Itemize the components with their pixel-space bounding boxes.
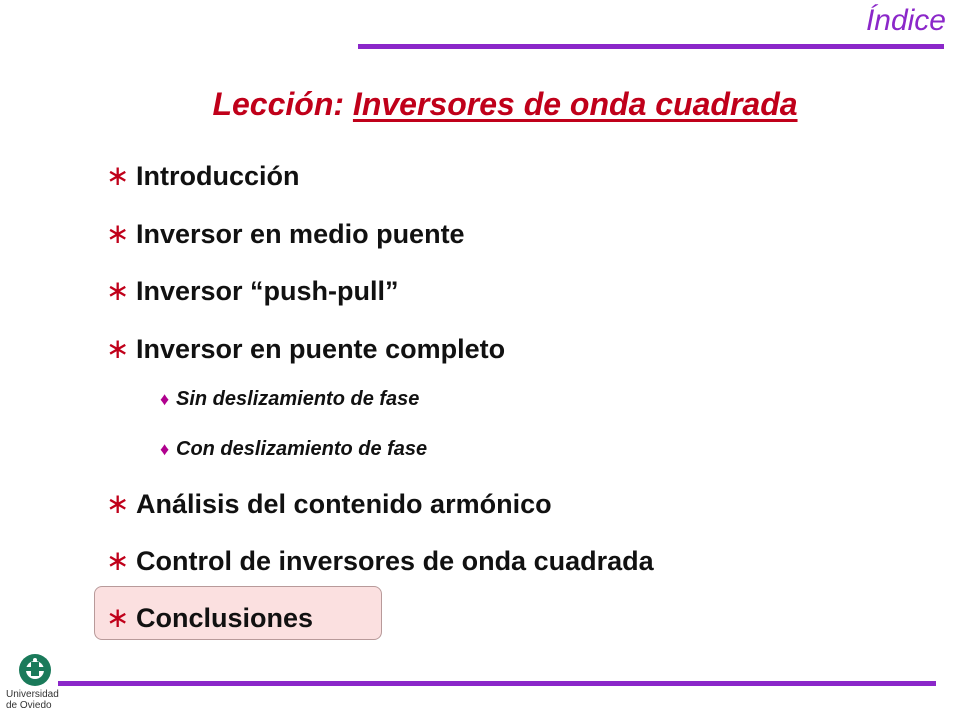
toc-item-medio-puente[interactable]	[106, 214, 465, 254]
toc-item-label: Control de inversores de onda cuadrada	[136, 546, 654, 576]
toc-item-analisis-armonico[interactable]	[106, 484, 552, 524]
bullet-icon: ∗	[106, 602, 130, 633]
bullet-icon: ∗	[106, 333, 130, 364]
toc-subitem-con-deslizamiento[interactable]	[160, 434, 427, 464]
toc-item-puente-completo[interactable]	[106, 329, 505, 369]
toc-item-label: Inversor en medio puente	[136, 219, 465, 249]
diamond-bullet-icon: ♦	[160, 389, 170, 409]
header-divider	[358, 44, 944, 49]
diamond-bullet-icon: ♦	[160, 439, 170, 459]
toc-item-conclusiones[interactable]	[106, 598, 313, 638]
toc-subitem-label: Sin deslizamiento de fase	[176, 388, 420, 410]
footer-divider	[58, 681, 936, 686]
toc-item-label: Análisis del contenido armónico	[136, 489, 552, 519]
lesson-topic-link[interactable]: Inversores de onda cuadrada	[352, 86, 798, 122]
toc-item-push-pull[interactable]	[106, 271, 399, 311]
university-name-line2: de Oviedo	[6, 700, 52, 711]
toc-item-introduccion[interactable]	[106, 156, 300, 196]
bullet-icon: ∗	[106, 488, 130, 519]
toc-item-label: Conclusiones	[136, 603, 314, 633]
toc-item-label: Inversor en puente completo	[136, 334, 506, 364]
bullet-icon: ∗	[106, 160, 130, 191]
bullet-icon: ∗	[106, 218, 130, 249]
bullet-icon: ∗	[106, 545, 130, 576]
lesson-prefix: Lección:	[212, 86, 353, 122]
toc-item-control-inversores[interactable]	[106, 541, 654, 581]
university-name	[6, 689, 66, 711]
lesson-title	[0, 86, 960, 123]
toc-item-label: Inversor “push-pull”	[136, 276, 399, 306]
toc-subitem-label: Con deslizamiento de fase	[176, 438, 428, 460]
toc-subitem-sin-deslizamiento[interactable]	[160, 384, 419, 414]
header-index-link[interactable]: Índice	[865, 4, 946, 37]
bullet-icon: ∗	[106, 275, 130, 306]
university-name-line1: Universidad	[6, 689, 59, 700]
toc-item-label: Introducción	[136, 161, 300, 191]
